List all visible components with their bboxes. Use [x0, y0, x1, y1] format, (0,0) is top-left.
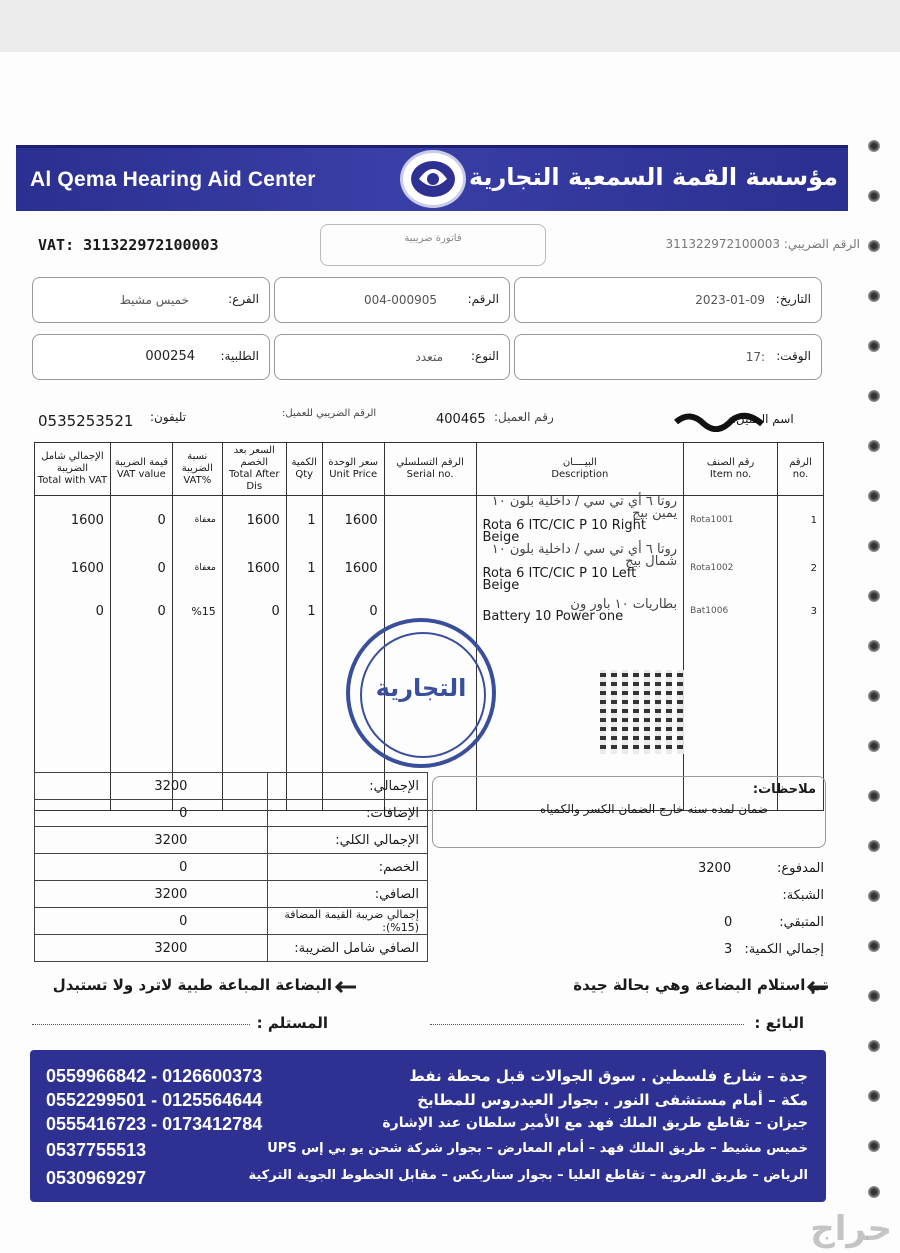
cell-serial — [384, 496, 476, 545]
receiver-label: المستلم : — [256, 1014, 328, 1032]
description-ar: روتا ٦ أي تي سي / داخلية بلون ١٠ يمين بيج — [491, 494, 678, 521]
number-value: 004-000905 — [363, 293, 437, 307]
totals-row — [35, 827, 428, 854]
cell-total: 1600 — [35, 544, 111, 592]
totals-row — [35, 854, 428, 881]
paid-value: 3200 — [698, 861, 732, 876]
brand-name-en: Al Qema Hearing Aid Center — [30, 168, 316, 191]
header-after-dis: السعر بعد الخصم Total After Dis — [222, 443, 286, 496]
stamp-text: التجارية — [375, 674, 467, 702]
description-en: Battery 10 Power one — [482, 609, 624, 624]
seller-label: البائع : — [754, 1014, 804, 1032]
network-row — [428, 883, 828, 910]
grand-total-value: 3200 — [35, 827, 268, 854]
table-row — [35, 496, 824, 545]
totals-row — [35, 935, 428, 962]
cell-total: 0 — [35, 592, 111, 630]
branch-address: جدة – شارع فلسطين . سوق الجوالات قبل محطة نفط — [409, 1067, 808, 1085]
branch-label: الفرع: — [228, 292, 259, 306]
customer-number-label: رقم العميل: — [494, 410, 554, 424]
description-ar: روتا ٦ أي تي سي / داخلية بلون ١٠ شمال بيج — [491, 542, 678, 569]
branch-phones: 0530969297 — [46, 1168, 147, 1188]
branch-box — [32, 277, 270, 323]
seller-signature-line — [430, 1024, 744, 1025]
cell-no: 3 — [777, 592, 823, 630]
customer-name-label: اسم العميل: — [732, 412, 794, 426]
total-qty-label: إجمالي الكمية: — [744, 942, 824, 957]
cell-after-dis: 1600 — [222, 496, 286, 545]
paid-label: المدفوع: — [777, 861, 824, 876]
cell-unit-price: 1600 — [322, 544, 384, 592]
cell-vat-value: 0 — [110, 544, 172, 592]
customer-row — [32, 400, 822, 440]
cell-description — [476, 592, 684, 630]
cell-no: 1 — [777, 496, 823, 545]
no-return-statement: البضاعة المباعة طبية لاترد ولا تستبدل — [52, 976, 332, 994]
grand-total-label: الإجمالي الكلي: — [268, 827, 428, 854]
total-qty-value: 3 — [724, 942, 733, 957]
branch-address: الرياض – طريق العروبة – تقاطع العليا – بجوار ستاربكس – مقابل الخطوط الجوية التركية — [248, 1168, 808, 1183]
received-statement: تم استلام البضاعة وهي بحالة جيدة — [573, 976, 828, 994]
notes-label: ملاحظات: — [752, 782, 816, 797]
vat-number-en: VAT: 31132297210000З — [38, 236, 219, 254]
description-en: Rota 6 ITC/CIC P 10 Right Beige — [482, 518, 646, 545]
remaining-label: المتبقي: — [779, 915, 824, 930]
arrow-left-icon — [806, 980, 830, 994]
watermark: حراج — [810, 1209, 892, 1249]
header-vat-pct: نسبة الضريبة VAT% — [172, 443, 222, 496]
discount-label: الخصم: — [268, 854, 428, 881]
totals-row — [35, 800, 428, 827]
cell-no: 2 — [777, 544, 823, 592]
header-vat-value: قيمة الضريبة VAT value — [110, 443, 172, 496]
company-stamp — [346, 618, 496, 768]
paid-row — [428, 856, 828, 883]
type-value: متعدد — [415, 350, 443, 364]
time-label: الوقت: — [776, 349, 811, 363]
branch-address: خميس مشيط – طريق الملك فهد – أمام المعارض – بجوار شركة شحن يو بي إس UPS — [267, 1141, 808, 1156]
totals-row — [35, 881, 428, 908]
branch-phones: 0537755513 — [46, 1140, 147, 1160]
invoice-type-text: فاتورة ضريبية — [404, 233, 462, 244]
order-label: الطلبية: — [220, 349, 259, 363]
cell-description — [476, 496, 684, 545]
net-label: الصافي: — [268, 881, 428, 908]
cell-item-no: Bat1006 — [684, 592, 778, 630]
cell-qty: 1 — [286, 592, 322, 630]
header-total: الإجمالي شامل الضريبة Total with VAT — [35, 443, 111, 496]
vat-total-label: إجمالي ضريبة القيمة المضافة (15%): — [268, 908, 428, 935]
discount-value: 0 — [35, 854, 268, 881]
notes-section — [428, 772, 828, 852]
type-box — [274, 334, 510, 380]
net-with-vat-value: 3200 — [35, 935, 268, 962]
additions-label: الإضافات: — [268, 800, 428, 827]
order-value: 000254 — [145, 349, 195, 364]
cell-vat-pct: معفاة — [172, 544, 222, 592]
cell-item-no: Rota1001 — [684, 496, 778, 545]
branch-phones: 0552299501 - 0125564644 — [46, 1090, 263, 1110]
customer-number-value: 400465 — [436, 412, 486, 427]
cell-vat-pct: معفاة — [172, 496, 222, 545]
additions-value: 0 — [35, 800, 268, 827]
cell-serial — [384, 544, 476, 592]
remaining-value: 0 — [724, 915, 733, 930]
time-value: 17: — [745, 350, 765, 364]
vat-total-value: 0 — [35, 908, 268, 935]
totals-row — [35, 908, 428, 935]
description-ar: بطاريات ١٠ باور ون — [570, 597, 678, 612]
phone-value: 0535253521 — [38, 412, 134, 430]
total-value: 3200 — [35, 773, 268, 800]
date-label: التاريخ: — [775, 292, 811, 306]
phone-label: تليفون: — [150, 410, 187, 424]
date-value: 2023-01-09 — [695, 293, 765, 307]
cell-vat-value: 0 — [110, 592, 172, 630]
branch-phones: 0559966842 - 0126600373 — [46, 1066, 263, 1086]
header-item-no: رقم الصنف Item no. — [684, 443, 778, 496]
branch-address: مكة – أمام مستشفى النور . بجوار العيدروس للمطابخ — [417, 1091, 808, 1109]
header-serial: الرقم التسلسلي Serial no. — [384, 443, 476, 496]
order-box — [32, 334, 270, 380]
cell-total: 1600 — [35, 496, 111, 545]
qr-code-icon — [600, 670, 684, 754]
vat-number-ar: الرقم الضريبي: 311322972100003 — [665, 237, 860, 251]
totals-table — [34, 772, 428, 962]
number-box — [274, 277, 510, 323]
arrow-left-icon — [334, 980, 358, 994]
cell-after-dis: 0 — [222, 592, 286, 630]
description-en: Rota 6 ITC/CIC P 10 Left Beige — [482, 566, 637, 593]
total-label: الإجمالي: — [268, 773, 428, 800]
network-label: الشبكة: — [782, 888, 824, 903]
net-with-vat-label: الصافي شامل الضريبة: — [268, 935, 428, 962]
header-unit-price: سعر الوحدة Unit Price — [322, 443, 384, 496]
cell-item-no: Rota1002 — [684, 544, 778, 592]
cell-qty: 1 — [286, 544, 322, 592]
branch-value: خميس مشيط — [119, 293, 189, 307]
customer-tax-label: الرقم الضريبي للعميل: — [282, 408, 377, 419]
notes-value: ضمان لمده سنه خارج الضمان الكسر والكمياه — [539, 802, 768, 816]
cell-description — [476, 544, 684, 592]
table-row — [35, 544, 824, 592]
cell-qty: 1 — [286, 496, 322, 545]
time-box — [514, 334, 822, 380]
brand-name-ar: مؤسسة القمة السمعية التجارية — [468, 163, 838, 191]
cell-unit-price: 0 — [322, 592, 384, 630]
cell-unit-price: 1600 — [322, 496, 384, 545]
receiver-signature-line — [32, 1024, 250, 1025]
header-qty: الكمية Qty — [286, 443, 322, 496]
branch-address: جيزان – تقاطع طريق الملك فهد مع الأمير سلطان عند الإشارة — [382, 1115, 808, 1131]
header-no: الرقم no. — [777, 443, 823, 496]
punch-holes — [868, 140, 888, 1200]
branch-phones: 0555416723 - 0173412784 — [46, 1114, 263, 1134]
totals-row — [35, 773, 428, 800]
date-box — [514, 277, 822, 323]
remaining-row — [428, 910, 828, 937]
type-label: النوع: — [470, 349, 499, 363]
company-logo-icon — [400, 150, 466, 208]
viewer-top-bar — [0, 0, 900, 52]
total-qty-row — [428, 937, 828, 964]
items-header-row — [35, 443, 824, 496]
invoice-type-box — [320, 224, 546, 266]
net-value: 3200 — [35, 881, 268, 908]
cell-vat-pct: %15 — [172, 592, 222, 630]
cell-vat-value: 0 — [110, 496, 172, 545]
header-description: البيــــان Description — [476, 443, 684, 496]
cell-after-dis: 1600 — [222, 544, 286, 592]
redaction-scribble-icon — [672, 408, 782, 432]
number-label: الرقم: — [467, 292, 499, 306]
